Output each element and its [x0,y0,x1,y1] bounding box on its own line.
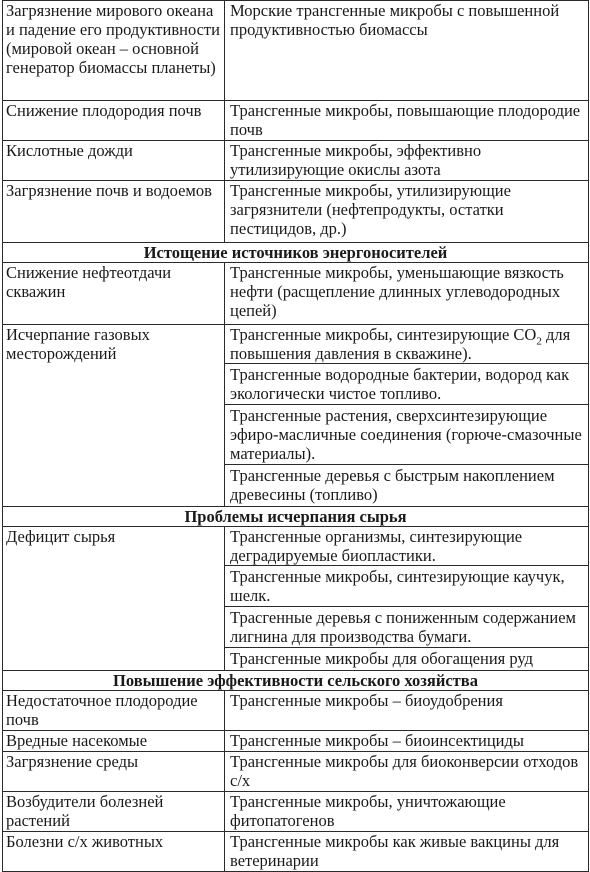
solution-item: Трансгенные организмы, синтезирующие деградируемые биопластики. [230,527,523,565]
table-row [3,141,589,181]
problem-cell: Вредные насекомые [3,731,225,752]
section-title: Проблемы исчерпания сырья [3,507,589,527]
problem-cell: Кислотные дожди [3,141,225,181]
section-title: Истощение источников энергоносителей [3,243,589,263]
table-row [3,1,589,101]
solution-item: Трансгенные микробы для обогащения руд [225,647,588,669]
table-row [3,792,589,832]
section-header-row [3,243,589,263]
problem-cell: Дефицит сырья [3,527,225,671]
problem-cell: Загрязнение среды [3,752,225,792]
problem-cell: Снижение плодородия почв [3,101,225,141]
table-row [3,181,589,243]
solution-item: Трасгенные деревья с пониженным содержанием лигнина для производства бумаги. [225,606,588,647]
solution-cell: Трансгенные микробы, уничтожающие фитопатогенов [225,792,589,832]
problem-cell: Загрязнение почв и водоемов [3,181,225,243]
table-row [3,527,589,671]
solution-cell: Трансгенные микробы, уменьшающие вязкость нефти (расщепление длинных углеводородных цепей) [225,263,589,325]
solution-cell: Трансгенные микробы, утилизирующие загрязнители (нефтепродукты, остатки пестицидов, др.) [225,181,589,243]
solution-cell: Морские трансгенные микробы с повышенной продуктивностью биомассы [225,1,589,101]
section-header-row [3,507,589,527]
table-row [3,101,589,141]
solution-cell [225,325,589,507]
solution-cell: Трансгенные микробы как живые вакцины для ветеринарии [225,832,589,872]
solution-item: Трансгенные растения, сверхсинтезирующие эфиро-масличные соединения (горюче-смазочные материалы). [225,404,588,464]
biotech-problems-table [2,0,589,872]
problem-cell: Возбудители болезней растений [3,792,225,832]
table-row [3,263,589,325]
solution-cell: Трансгенные микробы для биоконверсии отходов с/х [225,752,589,792]
table-row [3,752,589,792]
problem-cell: Болезни с/х животных [3,832,225,872]
solution-cell: Трансгенные микробы – биоинсектициды [225,731,589,752]
section-title: Повышение эффективности сельского хозяйства [3,671,589,691]
solution-item: Трансгенные микробы, синтезирующие $СО_2$ для повышения давления в скважине). [230,325,571,363]
problem-cell: Снижение нефтеотдачи скважин [3,263,225,325]
table-row [3,691,589,731]
solution-item: Трансгенные микробы, синтезирующие каучук, шелк. [225,565,588,606]
problem-cell: Загрязнение мирового океана и падение его продуктивности (мировой океан – основной генератор биомассы планеты) [3,1,225,101]
table-row [3,832,589,872]
solution-cell: Трансгенные микробы, эффективно утилизирующие окислы азота [225,141,589,181]
solution-item: Трансгенные водородные бактерии, водород как экологически чистое топливо. [225,363,588,404]
table-row [3,325,589,507]
section-header-row [3,671,589,691]
solution-cell: Трансгенные микробы, повышающие плодородие почв [225,101,589,141]
table-row [3,731,589,752]
problem-cell: Исчерпание газовых месторождений [3,325,225,507]
solution-cell: Трансгенные микробы – биоудобрения [225,691,589,731]
solution-cell [225,527,589,671]
problem-cell: Недостаточное плодородие почв [3,691,225,731]
solution-item: Трансгенные деревья с быстрым накоплением древесины (топливо) [225,464,588,505]
